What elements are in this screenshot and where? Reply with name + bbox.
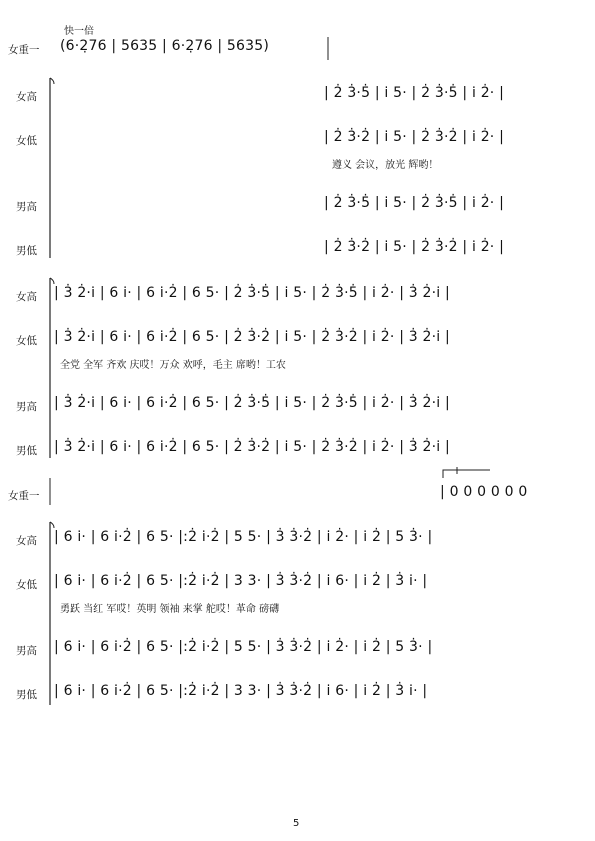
part-label-nan-di: 男低 — [16, 245, 37, 257]
lyrics-line: 遵义 会议，放光 辉哟！ — [332, 160, 439, 171]
lyrics-line: 全党 全军 齐欢 庆哎！万众 欢呼，毛主 席哟！工农 — [60, 360, 286, 371]
part-label-nv-di: 女低 — [16, 135, 37, 147]
part-label-nan-gao: 男高 — [16, 401, 37, 413]
notes-nv-di: | 3̇ 2̇·i̇ | 6 i̇· | 6 i̇·2̇ | 6 5· | 2̇ 3̇·2̇ | i̇ 5· | 2̇ 3̇·2̇ | i̇ 2̇· | 3̇ 2̇·i̇ | — [54, 329, 450, 345]
notes-nan-di: | 3̇ 2̇·i̇ | 6 i̇· | 6 i̇·2̇ | 6 5· | 2̇ 3̇·2̇ | i̇ 5· | 2̇ 3̇·2̇ | i̇ 2̇· | 3̇ 2̇·i̇ | — [54, 439, 450, 455]
part-label-nan-di: 男低 — [16, 689, 37, 701]
part-label-nv-gao: 女高 — [16, 535, 37, 547]
intro-notes: (6·2̣76 | 5635 | 6·2̣76 | 5635) — [60, 38, 269, 54]
notes-nv-gao: | 2̇ 3̇·5̇ | i̇ 5· | 2̇ 3̇·5̇ | i̇ 2̇· | — [324, 85, 505, 101]
page-number: 5 — [293, 818, 300, 829]
lyrics-line: 勇跃 当红 军哎！英明 领袖 来掌 舵哎！革命 磅礴 — [60, 604, 280, 615]
part-label-nan-di: 男低 — [16, 445, 37, 457]
part-label-nv-gao: 女高 — [16, 91, 37, 103]
part-label-nv-di: 女低 — [16, 579, 37, 591]
notes-nv-gao: | 3̇ 2̇·i̇ | 6 i̇· | 6 i̇·2̇ | 6 5· | 2̇ 3̇·5̇ | i̇ 5· | 2̇ 3̇·5̇ | i̇ 2̇· | 3̇ 2̇·i̇ | — [54, 285, 450, 301]
part-label-nv-gao: 女高 — [16, 291, 37, 303]
notes-nan-gao: | 3̇ 2̇·i̇ | 6 i̇· | 6 i̇·2̇ | 6 5· | 2̇ 3̇·5̇ | i̇ 5· | 2̇ 3̇·5̇ | i̇ 2̇· | 3̇ 2̇·i̇ | — [54, 395, 450, 411]
part-label-nv-chong: 女重一 — [8, 44, 40, 56]
notes-nv-chong-rest: | 0 0 0 0 0 0 — [440, 484, 528, 500]
notes-nan-di: | 2̇ 3̇·2̇ | i̇ 5· | 2̇ 3̇·2̇ | i̇ 2̇· | — [324, 239, 505, 255]
notes-nv-di: | 2̇ 3̇·2̇ | i̇ 5· | 2̇ 3̇·2̇ | i̇ 2̇· | — [324, 129, 505, 145]
part-label-nan-gao: 男高 — [16, 645, 37, 657]
tempo-marking: 快一倍 — [64, 26, 94, 37]
notes-nan-gao: | 2̇ 3̇·5̇ | i̇ 5· | 2̇ 3̇·5̇ | i̇ 2̇· | — [324, 195, 505, 211]
part-label-nan-gao: 男高 — [16, 201, 37, 213]
notes-nv-di: | 6 i̇· | 6 i̇·2̇ | 6 5· |:2̇ i̇·2̇ | 3 3· | 3̇ 3̇·2̇ | i̇ 6· | i̇ 2̇ | 3̇ i̇· | — [54, 573, 428, 589]
notes-nv-gao: | 6 i̇· | 6 i̇·2̇ | 6 5· |:2̇ i̇·2̇ | 5 5· | 3̇ 3̇·2̇ | i̇ 2̇· | i̇ 2̇ | 5 3̇· | — [54, 529, 433, 545]
notes-nan-di: | 6 i̇· | 6 i̇·2̇ | 6 5· |:2̇ i̇·2̇ | 3 3· | 3̇ 3̇·2̇ | i̇ 6· | i̇ 2̇ | 3̇ i̇· | — [54, 683, 428, 699]
part-label-nv-chong: 女重一 — [8, 490, 40, 502]
notes-nan-gao: | 6 i̇· | 6 i̇·2̇ | 6 5· |:2̇ i̇·2̇ | 5 5· | 3̇ 3̇·2̇ | i̇ 2̇· | i̇ 2̇ | 5 3̇· | — [54, 639, 433, 655]
part-label-nv-di: 女低 — [16, 335, 37, 347]
